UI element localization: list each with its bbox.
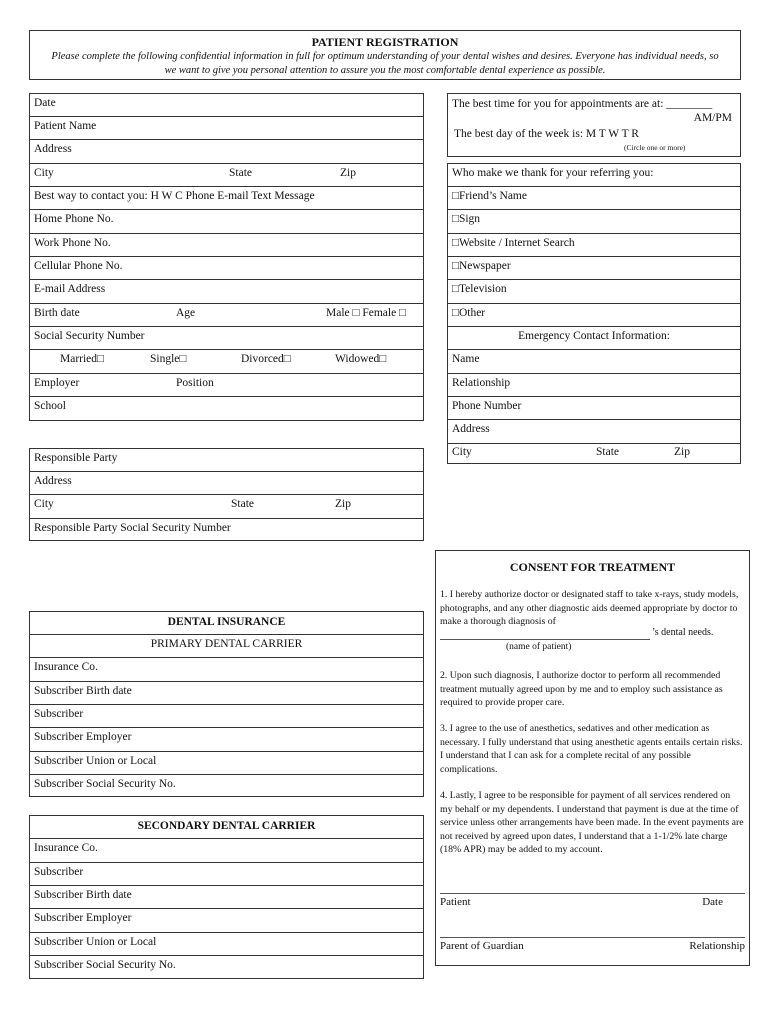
- name-of-patient-note: (name of patient): [506, 642, 572, 652]
- referral-title: Who make we thank for your referring you:: [452, 167, 654, 179]
- address-label: Address: [34, 143, 72, 155]
- emergency-title: Emergency Contact Information:: [518, 330, 670, 342]
- birth-date-label: Birth date: [34, 307, 80, 319]
- secondary-company-label: Insurance Co.: [34, 842, 98, 854]
- employer-field[interactable]: [30, 374, 423, 397]
- emergency-relationship-field[interactable]: [448, 374, 740, 397]
- cell-phone-label: Cellular Phone No.: [34, 260, 123, 272]
- guardian-label: Parent of Guardian: [440, 940, 524, 952]
- secondary-birth-label: Subscriber Birth date: [34, 889, 132, 901]
- referral-website-option[interactable]: [448, 234, 740, 257]
- emergency-zip-label: Zip: [674, 446, 690, 458]
- secondary-carrier-title-row: [30, 816, 423, 839]
- date-field[interactable]: [30, 94, 423, 117]
- responsible-address-field[interactable]: [30, 472, 423, 495]
- marital-status-field[interactable]: [30, 350, 423, 374]
- ssn-label: Social Security Number: [34, 330, 145, 342]
- primary-birth-label: Subscriber Birth date: [34, 685, 132, 697]
- contact-preference-label: Best way to contact you: H W C Phone E-mail Text Message: [34, 190, 315, 202]
- patient-signature-label: Patient: [440, 896, 471, 908]
- primary-ssn-field[interactable]: [30, 775, 423, 797]
- consent-paragraph-3: 3. I agree to the use of anesthetics, sedatives and other medication as necessary. I fully understand that using anesthetic agents entails certain risks. I understand that I can ask for a complete recital of any possible complications.: [440, 723, 743, 775]
- primary-ssn-label: Subscriber Social Security No.: [34, 778, 176, 790]
- ampm-label: AM/PM: [693, 112, 732, 124]
- primary-union-field[interactable]: [30, 752, 423, 775]
- intro-text: Please complete the following confidential information in full for optimum understanding of your dental wishes and desires. Everyone has individual needs, so we want to give you personal attention to assure you the most comfortable dental experience as possible.: [51, 51, 719, 76]
- state-label: State: [229, 167, 252, 179]
- primary-carrier-title-row: [30, 635, 423, 658]
- referral-other-label: □Other: [452, 307, 486, 319]
- consent-section: [435, 550, 750, 966]
- responsible-address-label: Address: [34, 475, 72, 487]
- emergency-name-label: Name: [452, 353, 480, 365]
- referral-sign-label: □Sign: [452, 213, 481, 225]
- single-checkbox[interactable]: Single□: [150, 353, 187, 365]
- consent-title: CONSENT FOR TREATMENT: [509, 560, 676, 574]
- primary-carrier-title: PRIMARY DENTAL CARRIER: [150, 638, 303, 650]
- emergency-address-field[interactable]: [448, 420, 740, 444]
- referral-emergency-section: [447, 163, 741, 464]
- patient-signature-line[interactable]: [440, 893, 745, 894]
- responsible-party-field[interactable]: [30, 449, 423, 472]
- appointment-section: [447, 93, 741, 157]
- responsible-state-label: State: [231, 498, 254, 510]
- secondary-subscriber-label: Subscriber: [34, 866, 84, 878]
- best-day-label[interactable]: The best day of the week is: M T W T R: [454, 128, 639, 140]
- guardian-signature-line[interactable]: [440, 937, 745, 938]
- home-phone-field[interactable]: [30, 210, 423, 234]
- primary-subscriber-field[interactable]: [30, 705, 423, 728]
- patient-name-field[interactable]: [30, 117, 423, 140]
- age-label: Age: [176, 307, 196, 319]
- registration-header: [29, 30, 741, 80]
- emergency-phone-label: Phone Number: [452, 400, 522, 412]
- primary-employer-label: Subscriber Employer: [34, 731, 132, 743]
- emergency-phone-field[interactable]: [448, 397, 740, 420]
- email-label: E-mail Address: [34, 283, 106, 295]
- emergency-name-field[interactable]: [448, 350, 740, 374]
- zip-label: Zip: [340, 167, 356, 179]
- secondary-birth-field[interactable]: [30, 886, 423, 909]
- insurance-title: DENTAL INSURANCE: [167, 616, 286, 628]
- secondary-company-field[interactable]: [30, 839, 423, 863]
- secondary-employer-field[interactable]: [30, 909, 423, 933]
- responsible-city-label: City: [34, 498, 54, 510]
- position-label: Position: [176, 377, 214, 389]
- emergency-state-label: State: [596, 446, 619, 458]
- secondary-employer-label: Subscriber Employer: [34, 912, 132, 924]
- referral-television-label: □Television: [452, 283, 507, 295]
- address-field[interactable]: [30, 140, 423, 164]
- work-phone-field[interactable]: [30, 234, 423, 257]
- referral-other-option[interactable]: [448, 304, 740, 327]
- secondary-union-field[interactable]: [30, 933, 423, 956]
- referral-newspaper-label: □Newspaper: [452, 260, 511, 272]
- referral-sign-option[interactable]: [448, 210, 740, 234]
- responsible-party-section: [29, 448, 424, 541]
- work-phone-label: Work Phone No.: [34, 237, 111, 249]
- secondary-union-label: Subscriber Union or Local: [34, 936, 157, 948]
- married-checkbox[interactable]: Married□: [60, 353, 104, 365]
- city-label: City: [34, 167, 54, 179]
- contact-preference-field[interactable]: [30, 187, 423, 210]
- responsible-city-state-zip-field[interactable]: [30, 495, 423, 519]
- consent-paragraph-4: 4. Lastly, I agree to be responsible for payment of all services rendered on my behalf or my dependents. I understand that payment is due at the time of service unless other arrangements have been made. In the event payments are not received by agreed upon dates, I understand that a 1-1/2% late charge (18% APR) may be added to my account.: [440, 790, 744, 855]
- school-field[interactable]: [30, 397, 423, 421]
- responsible-party-label: Responsible Party: [34, 452, 118, 464]
- page-title: PATIENT REGISTRATION: [311, 35, 459, 49]
- email-field[interactable]: [30, 280, 423, 304]
- primary-subscriber-label: Subscriber: [34, 708, 84, 720]
- emergency-relationship-label: Relationship: [452, 377, 511, 389]
- emergency-title-row: [448, 327, 740, 350]
- home-phone-label: Home Phone No.: [34, 213, 114, 225]
- secondary-ssn-field[interactable]: [30, 956, 423, 979]
- referral-friend-label: □Friend’s Name: [452, 190, 527, 202]
- secondary-subscriber-field[interactable]: [30, 863, 423, 886]
- consent-paragraph-1: 1. I hereby authorize doctor or designated staff to take x-rays, study models, photographs, and any other diagnostic aids deemed appropriate by doctor to make a thorough diagnosis of: [440, 589, 739, 627]
- referral-title-row: [448, 164, 740, 187]
- responsible-ssn-label: Responsible Party Social Security Number: [34, 522, 231, 534]
- signature-date-label: Date: [702, 896, 723, 908]
- primary-birth-field[interactable]: [30, 682, 423, 705]
- birth-age-sex-field[interactable]: [30, 304, 423, 327]
- ssn-field[interactable]: [30, 327, 423, 350]
- referral-television-option[interactable]: [448, 280, 740, 304]
- patient-name-blank[interactable]: [440, 639, 650, 640]
- patient-info-section: [29, 93, 424, 421]
- divorced-checkbox[interactable]: Divorced□: [241, 353, 291, 365]
- city-state-zip-field[interactable]: [30, 164, 423, 187]
- consent-paragraph-2: 2. Upon such diagnosis, I authorize doctor to perform all recommended treatment mutually agreed upon by me and to employ such assistance as required to provide proper care.: [440, 670, 723, 708]
- primary-insurance-section: [29, 611, 424, 797]
- secondary-ssn-label: Subscriber Social Security No.: [34, 959, 176, 971]
- referral-website-label: □Website / Internet Search: [452, 237, 575, 249]
- sex-checkboxes[interactable]: Male □ Female □: [326, 307, 406, 319]
- cell-phone-field[interactable]: [30, 257, 423, 280]
- widowed-checkbox[interactable]: Widowed□: [335, 353, 387, 365]
- school-label: School: [34, 400, 66, 412]
- date-label: Date: [34, 97, 56, 109]
- patient-name-label: Patient Name: [34, 120, 97, 132]
- emergency-city-label: City: [452, 446, 472, 458]
- responsible-zip-label: Zip: [335, 498, 351, 510]
- circle-note: (Circle one or more): [624, 143, 686, 152]
- referral-newspaper-option[interactable]: [448, 257, 740, 280]
- primary-union-label: Subscriber Union or Local: [34, 755, 157, 767]
- insurance-title-row: [30, 612, 423, 635]
- emergency-city-state-zip-field[interactable]: [448, 444, 740, 464]
- secondary-insurance-section: [29, 815, 424, 979]
- primary-company-label: Insurance Co.: [34, 661, 98, 673]
- emergency-address-label: Address: [452, 423, 490, 435]
- best-time-label[interactable]: The best time for you for appointments are at: ________: [452, 98, 713, 110]
- primary-employer-field[interactable]: [30, 728, 423, 752]
- primary-company-field[interactable]: [30, 658, 423, 682]
- responsible-ssn-field[interactable]: [30, 519, 423, 541]
- employer-label: Employer: [34, 377, 80, 389]
- secondary-carrier-title: SECONDARY DENTAL CARRIER: [137, 820, 316, 832]
- guardian-relationship-label: Relationship: [689, 940, 745, 952]
- referral-friend-option[interactable]: [448, 187, 740, 210]
- consent-dental-needs: ’s dental needs.: [652, 627, 714, 638]
